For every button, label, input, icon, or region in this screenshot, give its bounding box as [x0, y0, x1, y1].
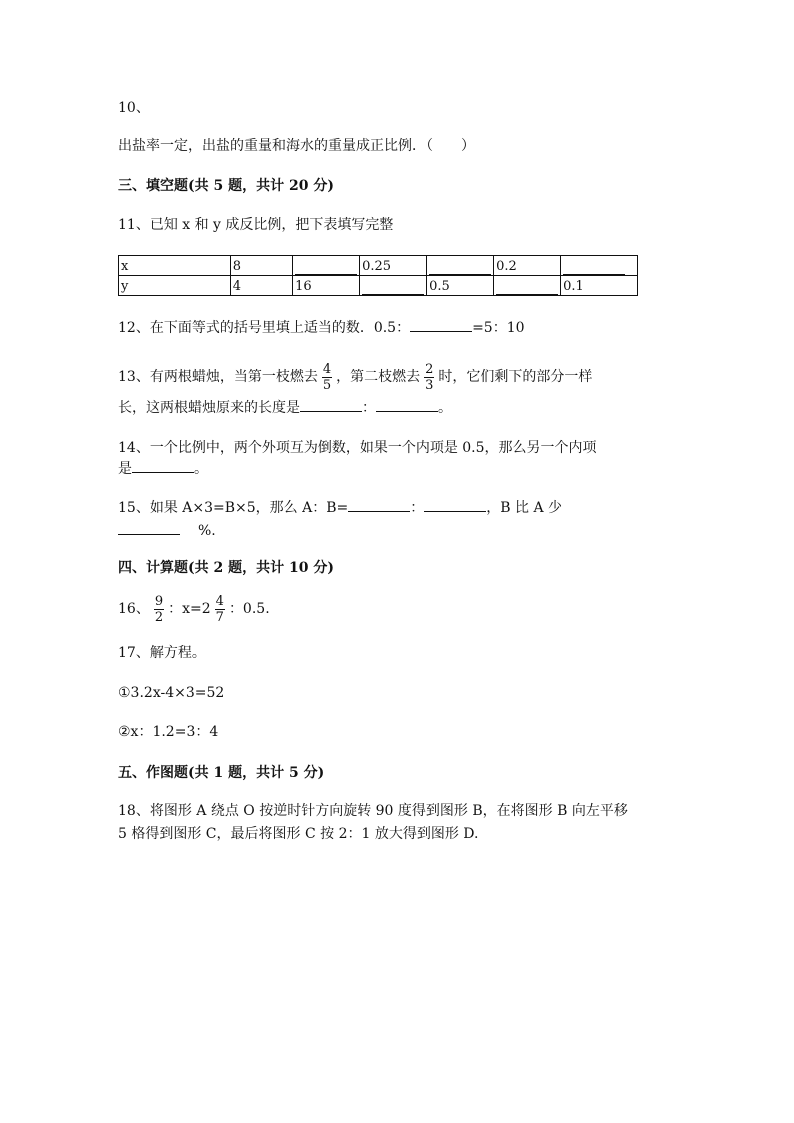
question-13-line-1: [118, 360, 592, 394]
fraction-four-fifths: $\frac{4}{5}$: [322, 361, 332, 393]
table-cell: 0.2: [494, 256, 561, 276]
table-cell: 4: [230, 276, 292, 296]
question-14-line-2: [118, 459, 208, 479]
question-14-text: 是: [118, 461, 132, 477]
fraction-two-thirds: $\frac{2}{3}$: [425, 361, 434, 393]
question-16-text: ：0.5.: [228, 601, 270, 617]
question-16-text: ：x=2: [168, 601, 211, 617]
answer-blank[interactable]: [376, 399, 438, 412]
period: 。: [194, 461, 208, 477]
question-17-text: 17、解方程。: [118, 645, 206, 661]
section-heading-fill-in: 三、填空题(共 5 题，共计 20 分): [118, 178, 334, 194]
table-cell: 0.25: [360, 256, 427, 276]
answer-blank[interactable]: [561, 256, 638, 276]
fraction-nine-halves: $\frac{9}{2}$: [154, 593, 164, 625]
fraction-four-sevenths: $\frac{4}{7}$: [215, 593, 224, 625]
question-18-line-1: 18、将图形 A 绕点 O 按逆时针方向旋转 90 度得到图形 B，在将图形 B 向左平移: [118, 803, 628, 819]
answer-blank[interactable]: [118, 522, 180, 535]
section-heading-calculation: 四、计算题(共 2 题，共计 10 分): [118, 560, 334, 576]
table-cell: 8: [230, 256, 292, 276]
equation-2: ②x：1.2=3：4: [118, 724, 219, 740]
question-15-line-2: [118, 521, 216, 541]
answer-blank[interactable]: [494, 276, 561, 296]
table-cell: x: [119, 256, 231, 276]
question-10-number: 10、: [118, 100, 150, 116]
answer-blank[interactable]: [300, 399, 362, 412]
table-cell: 0.1: [561, 276, 638, 296]
table-row-x: [119, 256, 638, 276]
question-12-text: 12、在下面等式的括号里填上适当的数．0.5：: [118, 320, 411, 336]
answer-blank[interactable]: [293, 256, 360, 276]
answer-blank[interactable]: [410, 319, 472, 332]
table-cell: 16: [293, 276, 360, 296]
question-13-text: 13、有两根蜡烛，当第一枝燃去: [118, 369, 318, 385]
question-10-text: 出盐率一定，出盐的重量和海水的重量成正比例．（ ）: [118, 138, 475, 154]
answer-blank[interactable]: [427, 256, 494, 276]
answer-blank[interactable]: [424, 499, 486, 512]
answer-blank[interactable]: [348, 499, 410, 512]
question-13-line-2: [118, 398, 452, 418]
answer-blank[interactable]: [132, 460, 194, 473]
question-15-line-1: [118, 498, 562, 518]
colon: ：: [362, 400, 376, 416]
percent-sign: %.: [198, 523, 216, 539]
question-13-text: ，第二枝燃去: [336, 369, 421, 385]
question-13-text: 长，这两根蜡烛原来的长度是: [118, 400, 300, 416]
question-12: [118, 318, 525, 338]
question-15-text: ，B 比 A 少: [486, 500, 562, 516]
question-16: [118, 592, 270, 626]
period: 。: [438, 400, 452, 416]
question-14-line-1: 14、一个比例中，两个外项互为倒数，如果一个内项是 0.5，那么另一个内项: [118, 440, 597, 456]
question-16-number: 16、: [118, 601, 150, 617]
answer-blank[interactable]: [360, 276, 427, 296]
question-13-text: 时，它们剩下的部分一样: [438, 369, 593, 385]
xy-table: [118, 255, 638, 296]
question-15-text: 15、如果 A×3=B×5，那么 A：B=: [118, 500, 349, 516]
table-cell: y: [119, 276, 231, 296]
colon: ：: [410, 500, 425, 516]
question-11-text: 11、已知 x 和 y 成反比例，把下表填写完整: [118, 217, 394, 233]
table-cell: 0.5: [427, 276, 494, 296]
question-12-tail: =5：10: [472, 320, 525, 336]
question-18-line-2: 5 格得到图形 C，最后将图形 C 按 2：1 放大得到图形 D.: [118, 826, 479, 842]
section-heading-drawing: 五、作图题(共 1 题，共计 5 分): [118, 765, 325, 781]
table-row-y: [119, 276, 638, 296]
equation-1: ①3.2x-4×3=52: [118, 685, 225, 701]
